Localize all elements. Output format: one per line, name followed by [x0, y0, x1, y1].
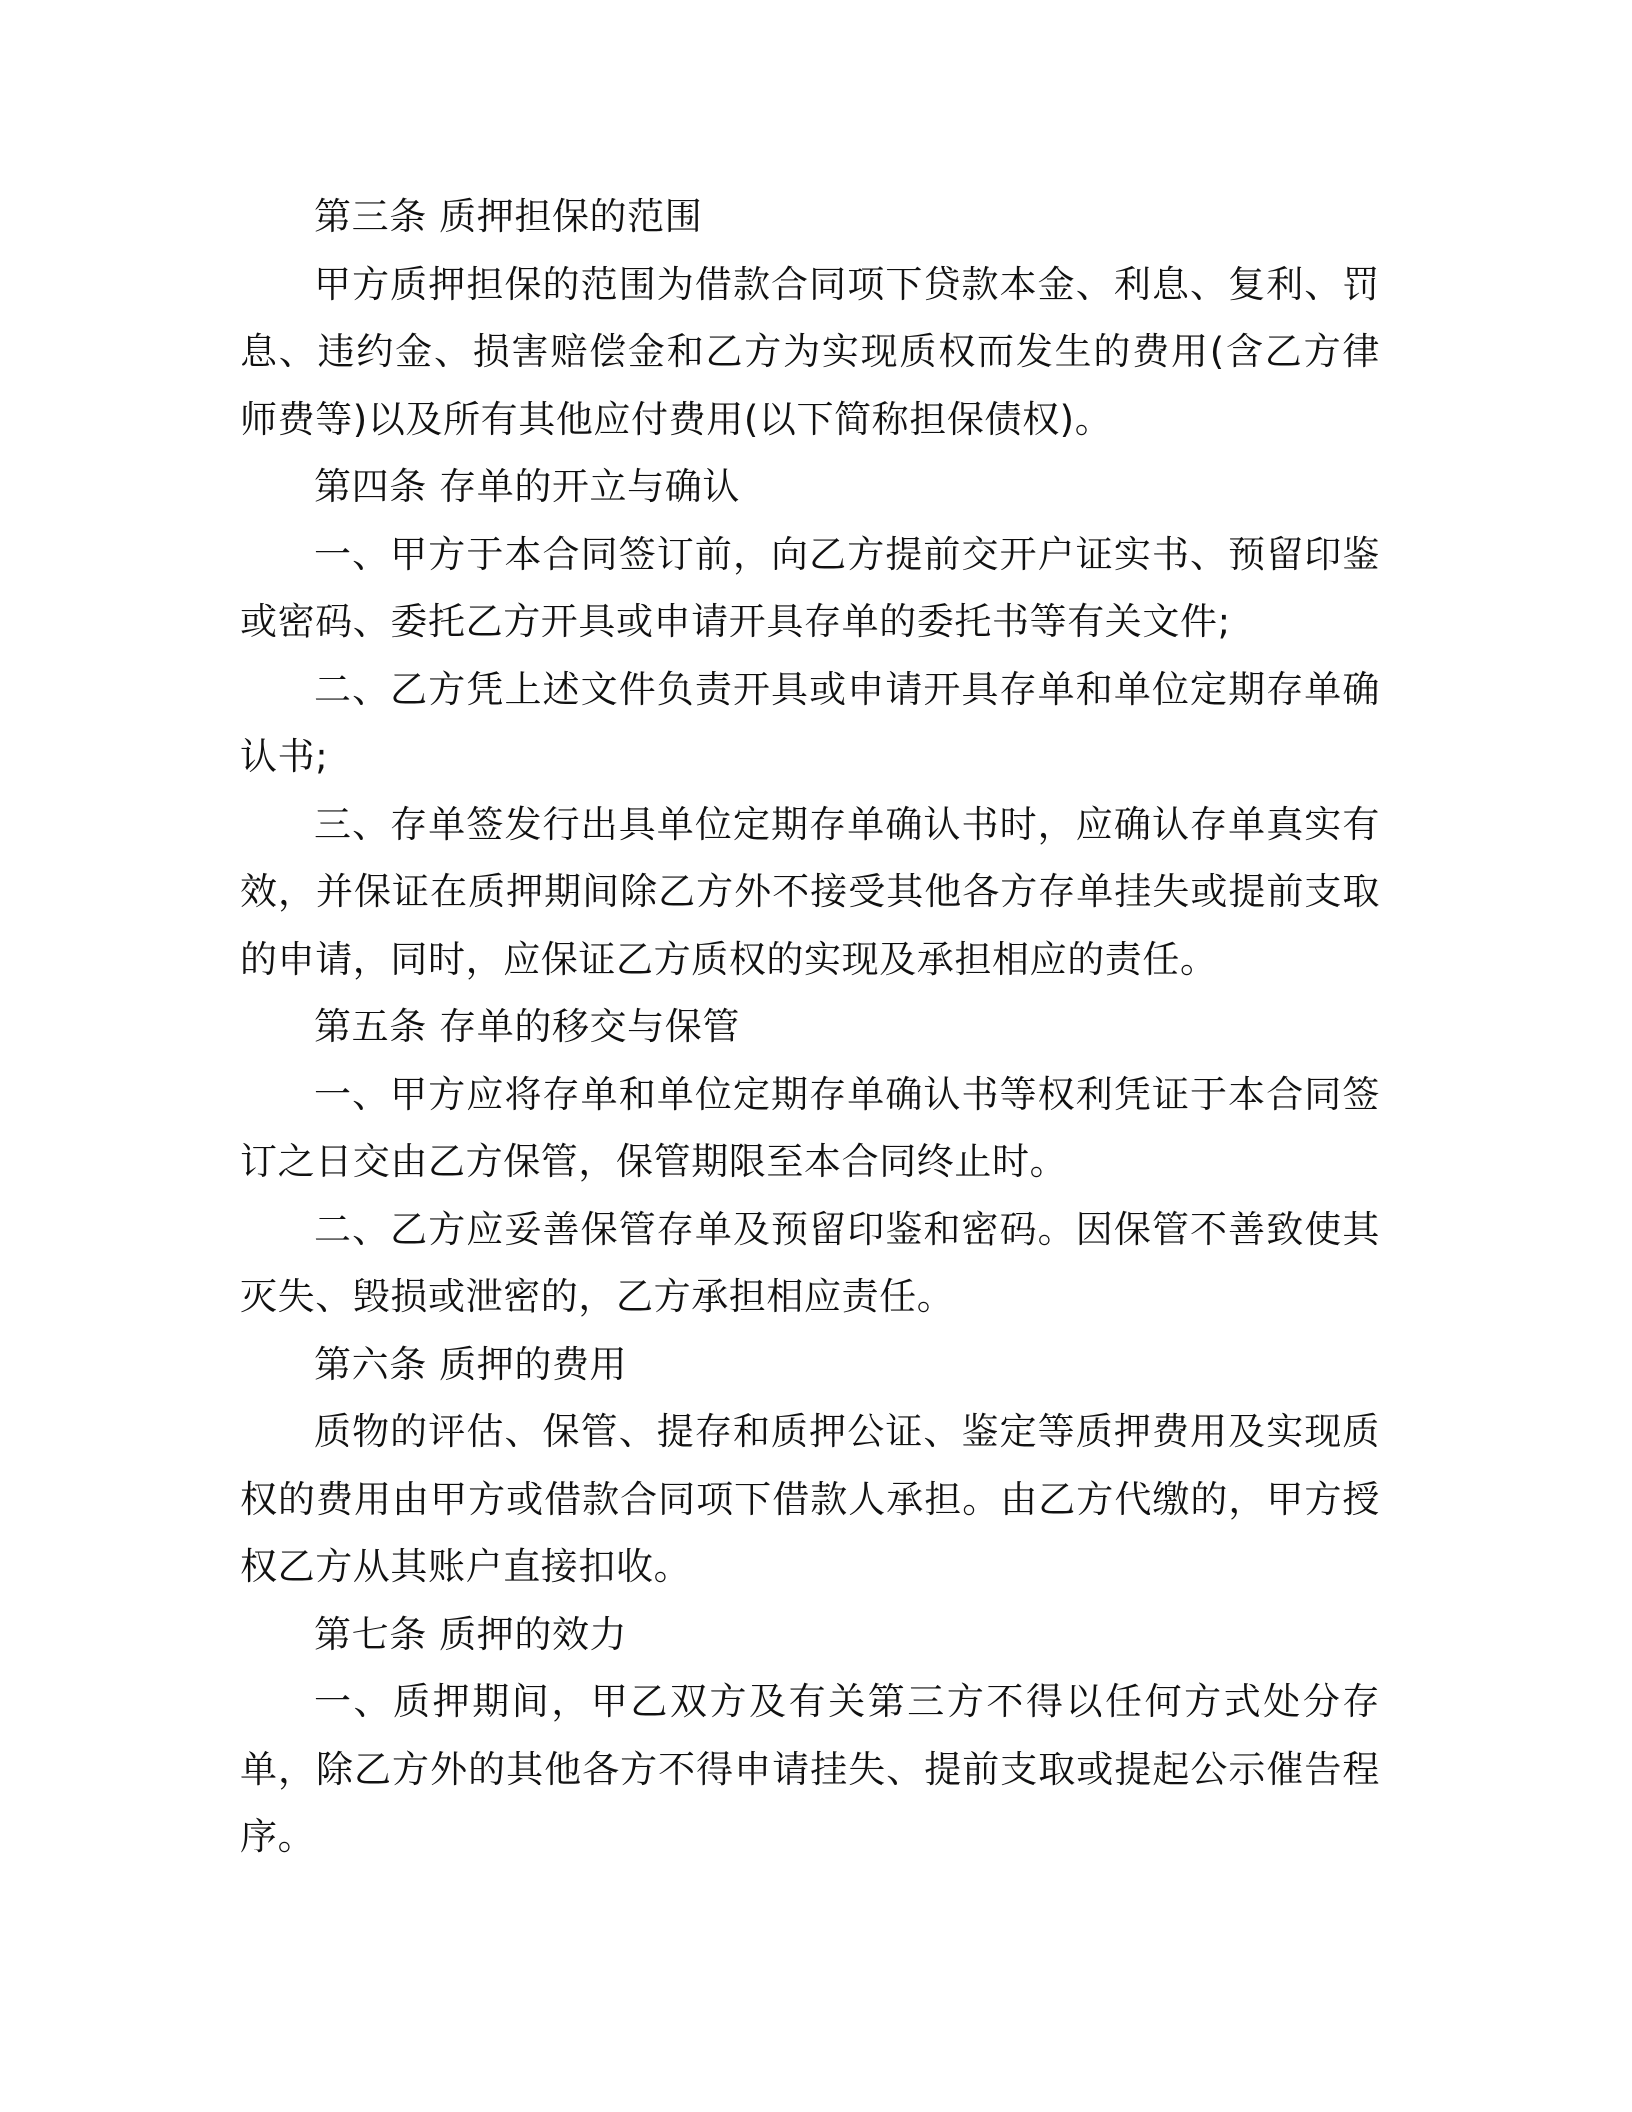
- article-3-heading: 第三条 质押担保的范围: [314, 195, 703, 238]
- article-5-clause-2: 二、乙方应妥善保管存单及预留印鉴和密码。因保管不善致使其灭失、毁损或泄密的，乙方承担相应责任。: [240, 1207, 1380, 1318]
- article-4-clause-1: 一、甲方于本合同签订前，向乙方提前交开户证实书、预留印鉴或密码、委托乙方开具或申请开具存单的委托书等有关文件;: [240, 532, 1380, 643]
- article-3-text: 甲方质押担保的范围为借款合同项下贷款本金、利息、复利、罚息、违约金、损害赔偿金和乙方为实现质权而发生的费用(含乙方律师费等)以及所有其他应付费用(以下简称担保债权)。: [240, 262, 1380, 441]
- article-5-clause-1: 一、甲方应将存单和单位定期存单确认书等权利凭证于本合同签订之日交由乙方保管，保管期限至本合同终止时。: [240, 1072, 1380, 1183]
- article-6-text: 质物的评估、保管、提存和质押公证、鉴定等质押费用及实现质权的费用由甲方或借款合同项下借款人承担。由乙方代缴的，甲方授权乙方从其账户直接扣收。: [240, 1410, 1380, 1588]
- article-4-heading: 第四条 存单的开立与确认: [314, 465, 740, 508]
- article-4-clause-3: 三、存单签发行出具单位定期存单确认书时，应确认存单真实有效，并保证在质押期间除乙方外不接受其他各方存单挂失或提前支取的申请，同时，应保证乙方质权的实现及承担相应的责任。: [240, 802, 1380, 981]
- document-body: [240, 183, 1380, 1871]
- article-6-heading: 第六条 质押的费用: [314, 1342, 628, 1386]
- article-7-heading: 第七条 质押的效力: [314, 1612, 628, 1656]
- article-5-heading: 第五条 存单的移交与保管: [314, 1005, 740, 1048]
- article-4-clause-2: 二、乙方凭上述文件负责开具或申请开具存单和单位定期存单确认书;: [240, 667, 1380, 778]
- article-7-clause-1: 一、质押期间，甲乙双方及有关第三方不得以任何方式处分存单，除乙方外的其他各方不得申请挂失、提前支取或提起公示催告程序。: [240, 1680, 1380, 1858]
